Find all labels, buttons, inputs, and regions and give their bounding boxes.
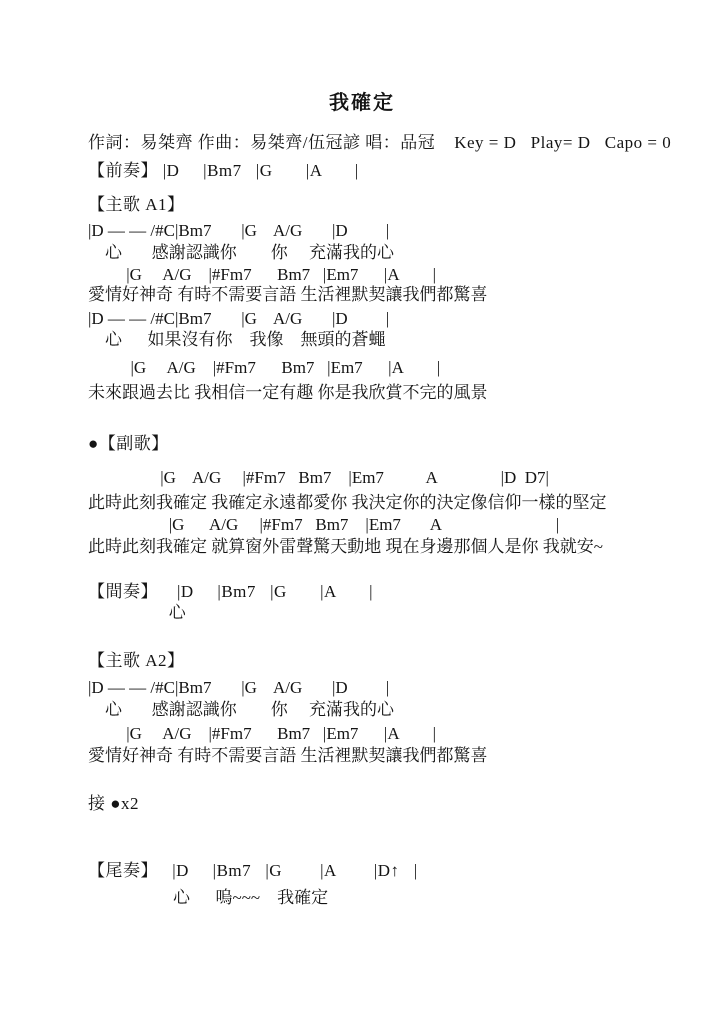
interlude-lyrics-line: 心 (88, 603, 186, 622)
verse-a2-label: 【主歌 A2】 (88, 651, 185, 670)
interlude-chords-line: 【間奏】 |D |Bm7 |G |A | (88, 582, 373, 601)
chorus-lyrics-2: 此時此刻我確定 就算窗外雷聲驚天動地 現在身邊那個人是你 我就安~ (88, 537, 603, 556)
chorus-lyrics-1: 此時此刻我確定 我確定永遠都愛你 我決定你的決定像信仰一樣的堅定 (88, 493, 607, 512)
verse-a1-lyrics-3: 心 如果沒有你 我像 無頭的蒼蠅 (88, 330, 386, 349)
outro-chords-line: 【尾奏】 |D |Bm7 |G |A |D↑ | (88, 861, 418, 880)
repeat-chorus-line: 接 ●x2 (88, 794, 140, 813)
verse-a1-chords-4: |G A/G |#Fm7 Bm7 |Em7 |A | (88, 358, 441, 377)
intro-chords-line: 【前奏】 |D |Bm7 |G |A | (88, 161, 359, 180)
verse-a1-lyrics-1: 心 感謝認識你 你 充滿我的心 (88, 243, 394, 262)
chorus-label: ●【副歌】 (88, 434, 169, 453)
song-title: 我確定 (329, 92, 395, 114)
chorus-chords-2: |G A/G |#Fm7 Bm7 |Em7 A | (88, 515, 560, 534)
verse-a2-chords-2: |G A/G |#Fm7 Bm7 |Em7 |A | (88, 724, 437, 743)
verse-a1-chords-3: |D — — /#C|Bm7 |G A/G |D | (88, 309, 390, 328)
verse-a2-lyrics-2: 愛情好神奇 有時不需要言語 生活裡默契讓我們都驚喜 (88, 746, 488, 765)
verse-a1-chords-2: |G A/G |#Fm7 Bm7 |Em7 |A | (88, 265, 437, 284)
verse-a1-lyrics-4: 未來跟過去比 我相信一定有趣 你是我欣賞不完的風景 (88, 383, 488, 402)
verse-a1-lyrics-2: 愛情好神奇 有時不需要言語 生活裡默契讓我們都驚喜 (88, 285, 488, 304)
outro-lyrics-line: 心 嗚~~~ 我確定 (88, 888, 329, 907)
verse-a2-lyrics-1: 心 感謝認識你 你 充滿我的心 (88, 700, 394, 719)
credits-line: 作詞：易桀齊 作曲：易桀齊/伍冠諺 唱：品冠 Key = D Play= D Capo = 0 (88, 133, 672, 152)
verse-a1-label: 【主歌 A1】 (88, 195, 185, 214)
verse-a1-chords-1: |D — — /#C|Bm7 |G A/G |D | (88, 221, 390, 240)
verse-a2-chords-1: |D — — /#C|Bm7 |G A/G |D | (88, 678, 390, 697)
chorus-chords-1: |G A/G |#Fm7 Bm7 |Em7 A |D D7| (88, 468, 549, 487)
